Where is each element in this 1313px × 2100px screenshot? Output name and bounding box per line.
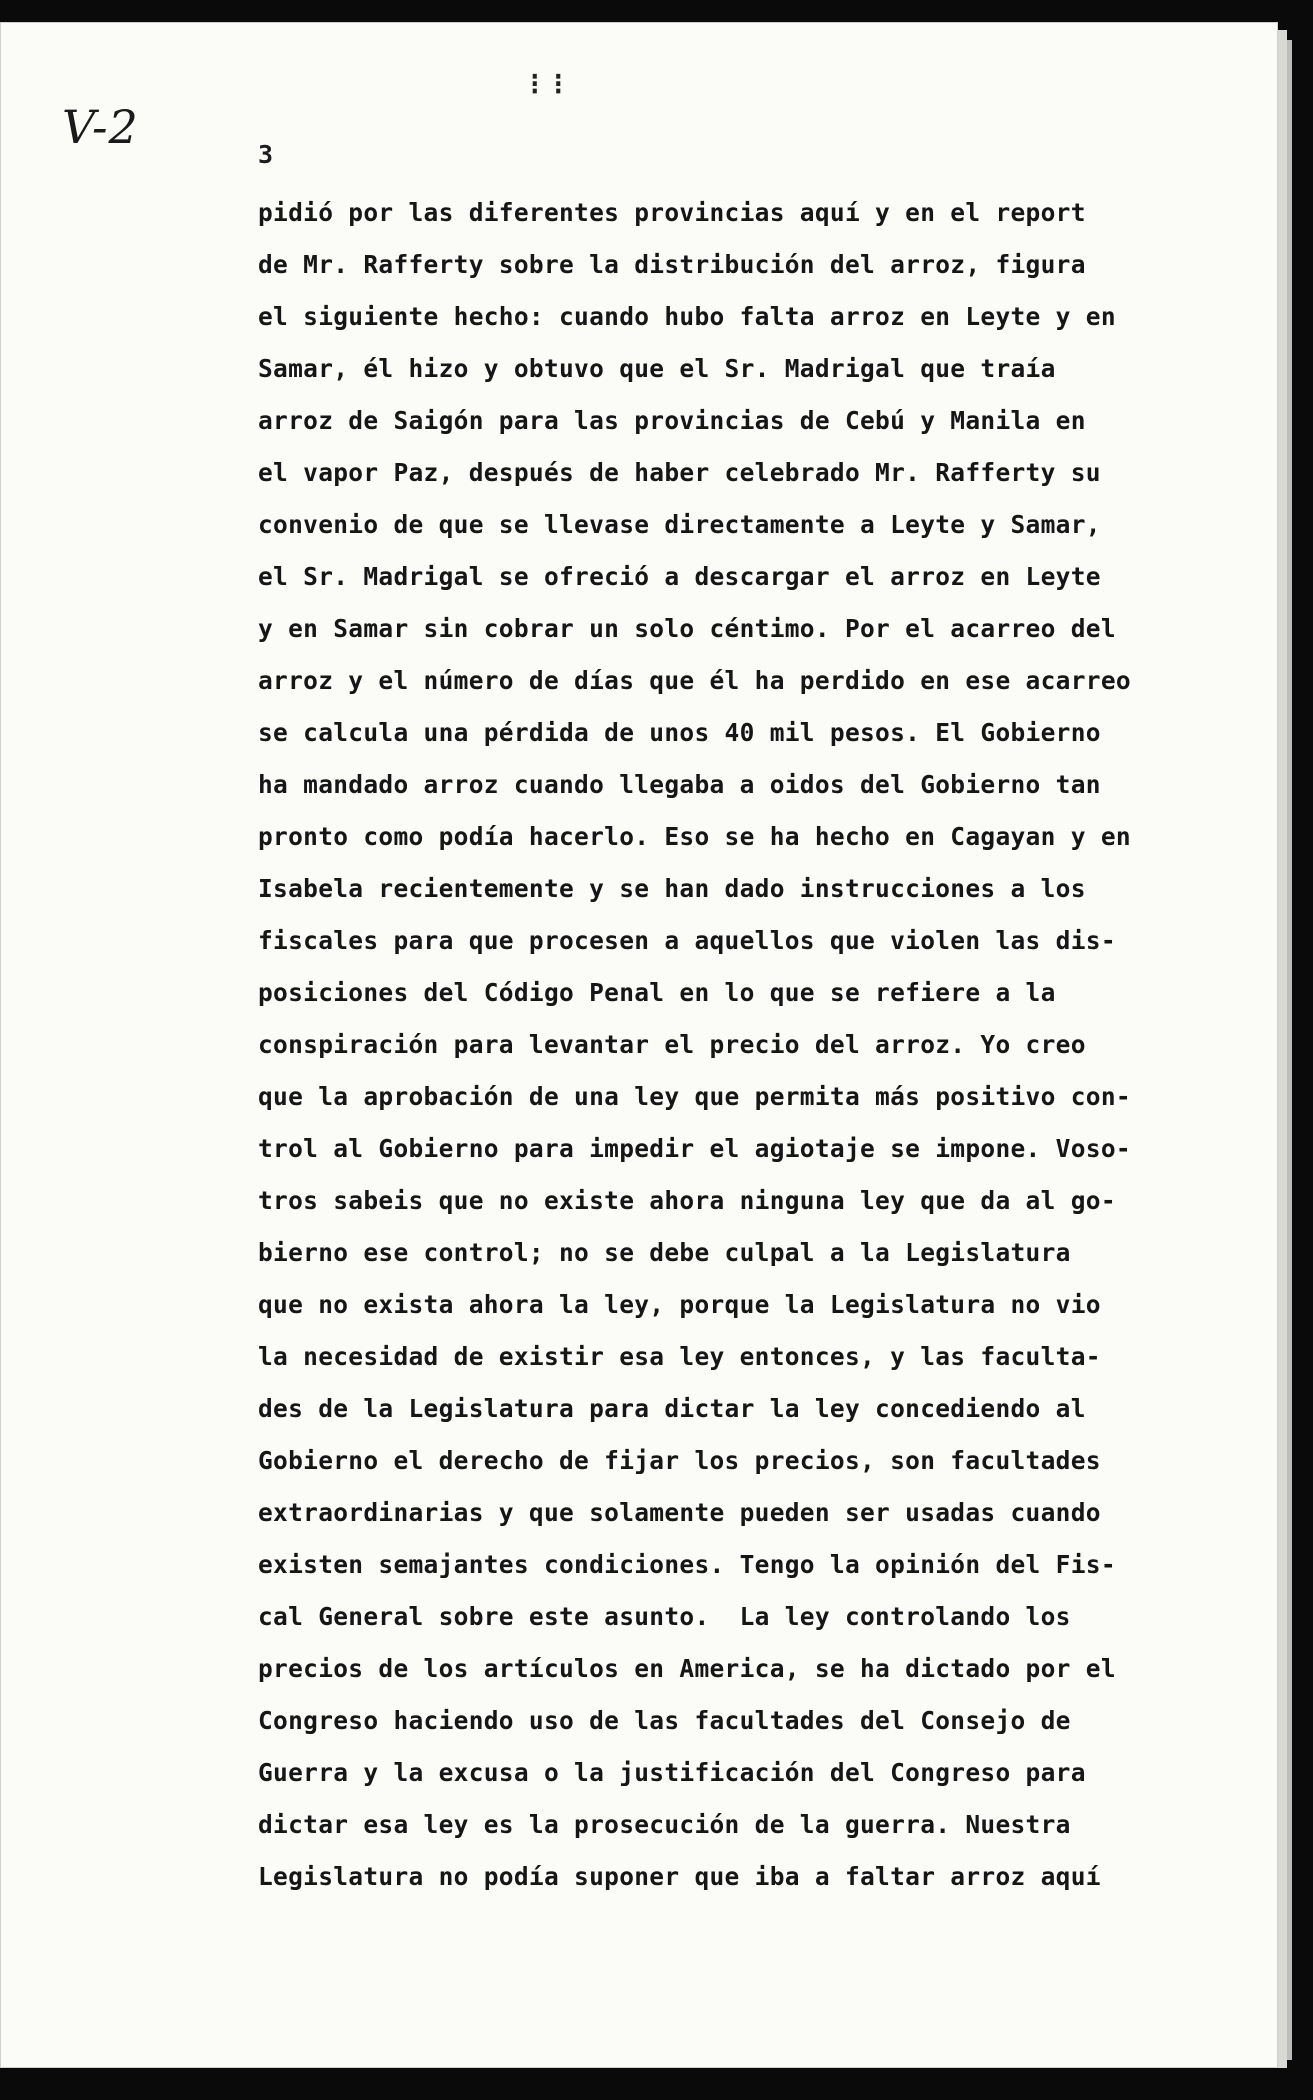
- text-line: se calcula una pérdida de unos 40 mil pesos. El Gobierno: [258, 718, 1101, 747]
- text-line: tros sabeis que no existe ahora ninguna ley que da al go-: [258, 1186, 1116, 1215]
- text-line: el Sr. Madrigal se ofreció a descargar el arroz en Leyte: [258, 562, 1101, 591]
- text-line: extraordinarias y que solamente pueden ser usadas cuando: [258, 1498, 1101, 1527]
- text-line: ha mandado arroz cuando llegaba a oidos del Gobierno tan: [258, 770, 1101, 799]
- text-line: convenio de que se llevase directamente a Leyte y Samar,: [258, 510, 1101, 539]
- page-edge: [1278, 30, 1287, 2070]
- text-line: Guerra y la excusa o la justificación del Congreso para: [258, 1758, 1086, 1787]
- text-line: cal General sobre este asunto. La ley controlando los: [258, 1602, 1071, 1631]
- handwritten-archive-mark: V-2: [62, 100, 139, 154]
- text-line: Legislatura no podía suponer que iba a faltar arroz aquí: [258, 1862, 1101, 1891]
- text-line: de Mr. Rafferty sobre la distribución del arroz, figura: [258, 250, 1086, 279]
- text-line: el siguiente hecho: cuando hubo falta arroz en Leyte y en: [258, 302, 1116, 331]
- text-line: arroz y el número de días que él ha perdido en ese acarreo: [258, 666, 1131, 695]
- scan-border: [0, 2068, 1313, 2100]
- text-line: dictar esa ley es la prosecución de la guerra. Nuestra: [258, 1810, 1071, 1839]
- page-number: 3: [258, 140, 274, 169]
- text-line: Isabela recientemente y se han dado instrucciones a los: [258, 874, 1086, 903]
- text-line: Samar, él hizo y obtuvo que el Sr. Madrigal que traía: [258, 354, 1056, 383]
- text-line: pronto como podía hacerlo. Eso se ha hecho en Cagayan y en: [258, 822, 1131, 851]
- text-line: que la aprobación de una ley que permita más positivo con-: [258, 1082, 1131, 1111]
- page-edge-shadow: [1287, 40, 1292, 2060]
- text-line: arroz de Saigón para las provincias de Cebú y Manila en: [258, 406, 1086, 435]
- text-line: existen semajantes condiciones. Tengo la opinión del Fis-: [258, 1550, 1116, 1579]
- punch-hole-marks: [530, 67, 578, 102]
- punch-hole-icon: ⁝: [553, 67, 578, 102]
- text-line: conspiración para levantar el precio del arroz. Yo creo: [258, 1030, 1086, 1059]
- text-line: que no exista ahora la ley, porque la Legislatura no vio: [258, 1290, 1101, 1319]
- text-line: la necesidad de existir esa ley entonces, y las faculta-: [258, 1342, 1101, 1371]
- punch-hole-icon: ⁝: [530, 67, 554, 102]
- text-line: des de la Legislatura para dictar la ley concediendo al: [258, 1394, 1086, 1423]
- text-line: Congreso haciendo uso de las facultades del Consejo de: [258, 1706, 1071, 1735]
- typed-body-text: [258, 192, 1178, 1908]
- text-line: bierno ese control; no se debe culpal a la Legislatura: [258, 1238, 1071, 1267]
- text-line: pidió por las diferentes provincias aquí y en el report: [258, 198, 1086, 227]
- text-line: precios de los artículos en America, se ha dictado por el: [258, 1654, 1116, 1683]
- text-line: el vapor Paz, después de haber celebrado Mr. Rafferty su: [258, 458, 1101, 487]
- text-line: trol al Gobierno para impedir el agiotaje se impone. Voso-: [258, 1134, 1131, 1163]
- text-line: posiciones del Código Penal en lo que se refiere a la: [258, 978, 1056, 1007]
- text-line: y en Samar sin cobrar un solo céntimo. Por el acarreo del: [258, 614, 1116, 643]
- text-line: Gobierno el derecho de fijar los precios, son facultades: [258, 1446, 1101, 1475]
- text-line: fiscales para que procesen a aquellos que violen las dis-: [258, 926, 1116, 955]
